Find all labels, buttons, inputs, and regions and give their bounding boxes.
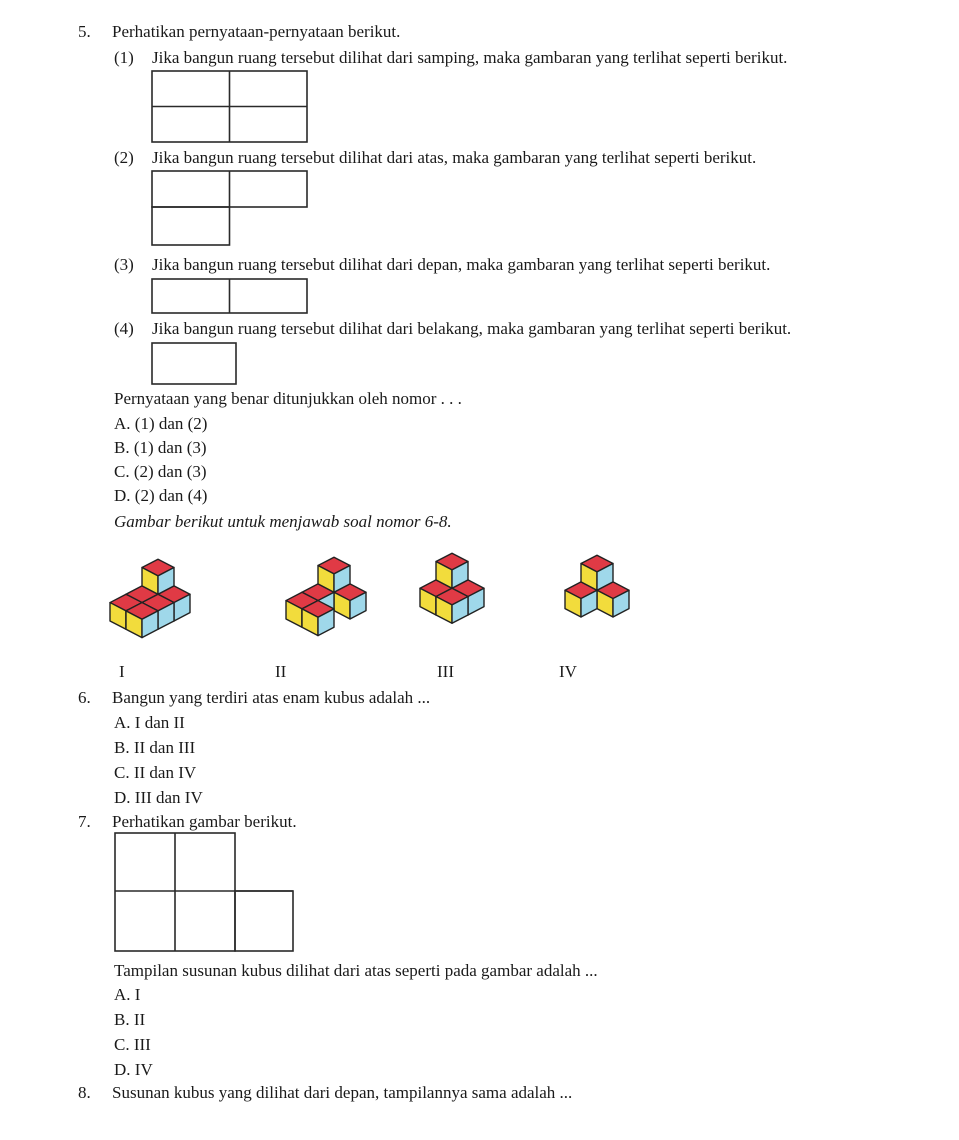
q5-statement-4-text: Jika bangun ruang tersebut dilihat dari belakang, maka gambaran yang terlihat seperti berikut. — [152, 319, 792, 338]
q7-intro: Perhatikan gambar berikut. — [112, 812, 297, 831]
figure-label-3: III — [437, 662, 454, 681]
q7-question: Tampilan susunan kubus dilihat dari atas seperti pada gambar adalah ... — [114, 961, 598, 980]
q6-option-d[interactable]: D. III dan IV — [114, 788, 203, 807]
q5-intro: Perhatikan pernyataan-pernyataan berikut. — [112, 22, 401, 41]
figure-label-2: II — [275, 662, 287, 681]
q5-option-d[interactable]: D. (2) dan (4) — [114, 486, 208, 505]
figure-intro: Gambar berikut untuk menjawab soal nomor 6-8. — [114, 512, 452, 531]
q5-question: Pernyataan yang benar ditunjukkan oleh nomor . . . — [114, 389, 462, 408]
q7-option-c[interactable]: C. III — [114, 1035, 151, 1054]
figure-label-4: IV — [559, 662, 577, 681]
q6-option-c[interactable]: C. II dan IV — [114, 763, 197, 782]
q6-option-b[interactable]: B. II dan III — [114, 738, 196, 757]
q5-number: 5. — [78, 22, 91, 41]
q7-option-a[interactable]: A. I — [114, 985, 141, 1004]
q6-question: Bangun yang terdiri atas enam kubus adalah ... — [112, 688, 431, 707]
q5-statement-4-label: (4) — [114, 319, 134, 338]
q5-option-c[interactable]: C. (2) dan (3) — [114, 462, 207, 481]
q5-statement-2-text: Jika bangun ruang tersebut dilihat dari atas, maka gambaran yang terlihat seperti berikut. — [152, 148, 757, 167]
q5-statement-3-text: Jika bangun ruang tersebut dilihat dari depan, maka gambaran yang terlihat seperti berikut. — [152, 255, 771, 274]
q8-number: 8. — [78, 1083, 91, 1102]
q7-option-b[interactable]: B. II — [114, 1010, 146, 1029]
q5-statement-1-label: (1) — [114, 48, 134, 67]
q7-number: 7. — [78, 812, 91, 831]
q5-statement-3-label: (3) — [114, 255, 134, 274]
q5-option-a[interactable]: A. (1) dan (2) — [114, 414, 208, 433]
q7-option-d[interactable]: D. IV — [114, 1060, 153, 1079]
q5-statement-2-label: (2) — [114, 148, 134, 167]
q8-question: Susunan kubus yang dilihat dari depan, tampilannya sama adalah ... — [112, 1083, 573, 1102]
q6-option-a[interactable]: A. I dan II — [114, 713, 185, 732]
q5-option-b[interactable]: B. (1) dan (3) — [114, 438, 207, 457]
figure-label-1: I — [119, 662, 125, 681]
q6-number: 6. — [78, 688, 91, 707]
q5-statement-1-text: Jika bangun ruang tersebut dilihat dari samping, maka gambaran yang terlihat seperti berikut. — [152, 48, 788, 67]
